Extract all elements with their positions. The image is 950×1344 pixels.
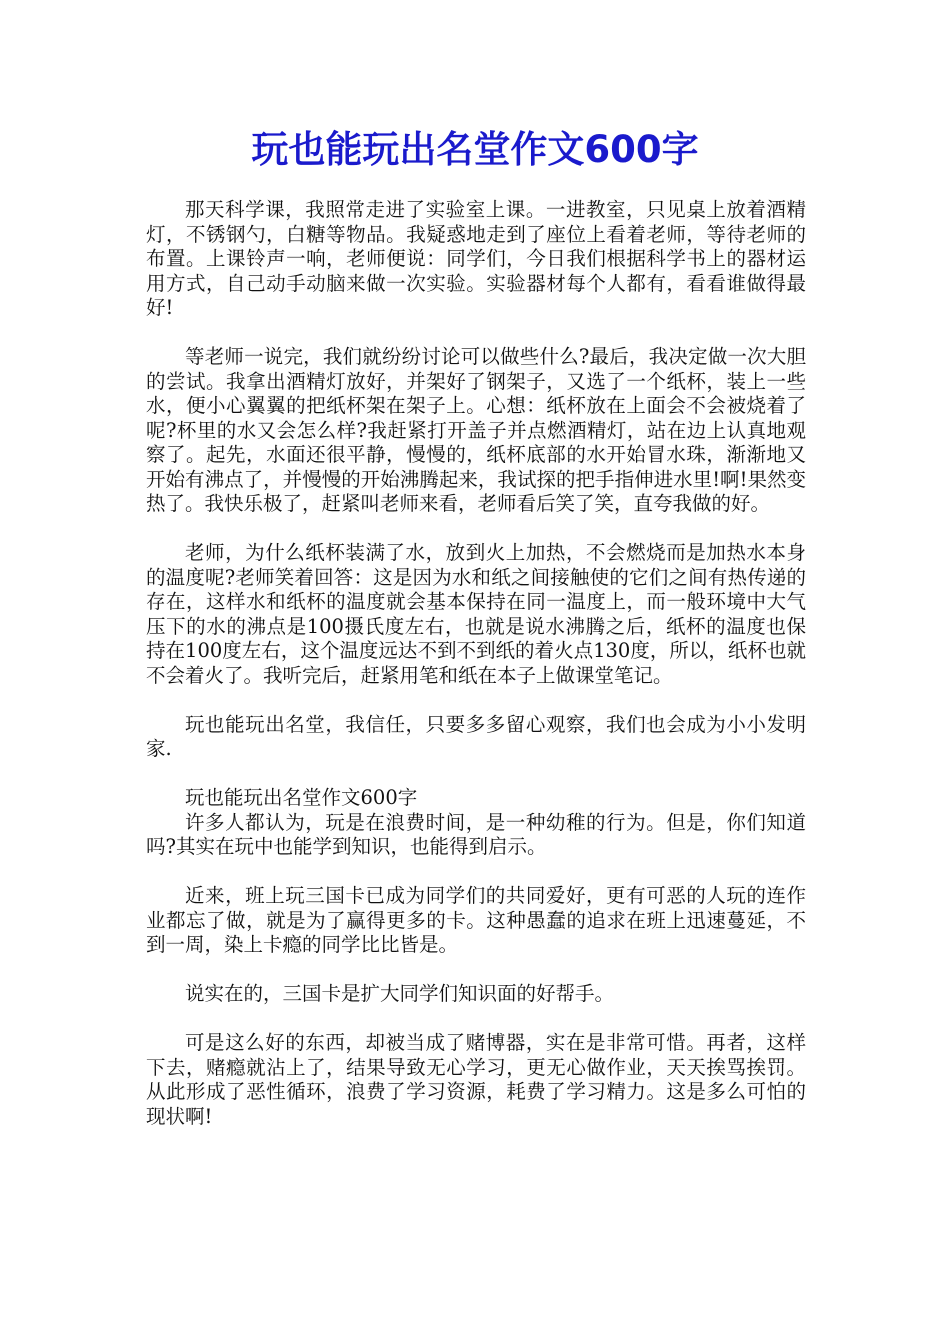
paragraph: 可是这么好的东西，却被当成了赌博器，实在是非常可惜。再者，这样下去，赌瘾就沾上了，结果导致无心学习，更无心做作业，天天挨骂挨罚。从此形成了恶性循环，浪费了学习资源，耗费了学习精力。这是多么可怕的现状啊! [146,1031,806,1128]
document-body [146,198,806,1154]
section-subheading: 玩也能玩出名堂作文600字 [185,786,418,809]
paragraph: 近来，班上玩三国卡已成为同学们的共同爱好，更有可恶的人玩的连作业都忘了做，就是为了赢得更多的卡。这种愚蠢的追求在班上迅速蔓延，不到一周，染上卡瘾的同学比比皆是。 [146,884,806,956]
paragraph: 说实在的，三国卡是扩大同学们知识面的好帮手。 [185,982,615,1005]
document-title: 玩也能玩出名堂作文600字 [251,128,699,171]
paragraph: 玩也能玩出名堂，我信任，只要多多留心观察，我们也会成为小小发明家. [146,712,806,760]
paragraph: 老师，为什么纸杯装满了水，放到火上加热，不会燃烧而是加热水本身的温度呢?老师笑着回答：这是因为水和纸之间接触使的它们之间有热传递的存在，这样水和纸杯的温度就会基本保持在同一温度上，而一般环境中大气压下的水的沸点是100摄氏度左右，也就是说水沸腾之后，纸杯的温度也保持在100度左右，这个温度远达不到不到纸的着火点130度，所以，纸杯也就不会着火了。我听完后，赶紧用笔和纸在本子上做课堂笔记。 [146,541,806,687]
paragraph: 那天科学课，我照常走进了实验室上课。一进教室，只见桌上放着酒精灯，不锈钢勺，白糖等物品。我疑惑地走到了座位上看着老师，等待老师的布置。上课铃声一响，老师便说：同学们，今日我们根据科学书上的器材运用方式，自己动手动脑来做一次实验。实验器材每个人都有，看看谁做得最好! [146,198,806,319]
paragraph: 许多人都认为，玩是在浪费时间，是一种幼稚的行为。但是，你们知道吗?其实在玩中也能学到知识，也能得到启示。 [146,810,806,858]
paragraph: 等老师一说完，我们就纷纷讨论可以做些什么?最后，我决定做一次大胆的尝试。我拿出酒精灯放好，并架好了钢架子，又选了一个纸杯，装上一些水，便小心翼翼的把纸杯架在架子上。心想：纸杯放在上面会不会被烧着了呢?杯里的水又会怎么样?我赶紧打开盖子并点燃酒精灯，站在边上认真地观察了。起先，水面还很平静，慢慢的，纸杯底部的水开始冒水珠，渐渐地又开始有沸点了，并慢慢的开始沸腾起来，我试探的把手指伸进水里!啊!果然变热了。我快乐极了，赶紧叫老师来看，老师看后笑了笑，直夸我做的好。 [146,345,806,515]
